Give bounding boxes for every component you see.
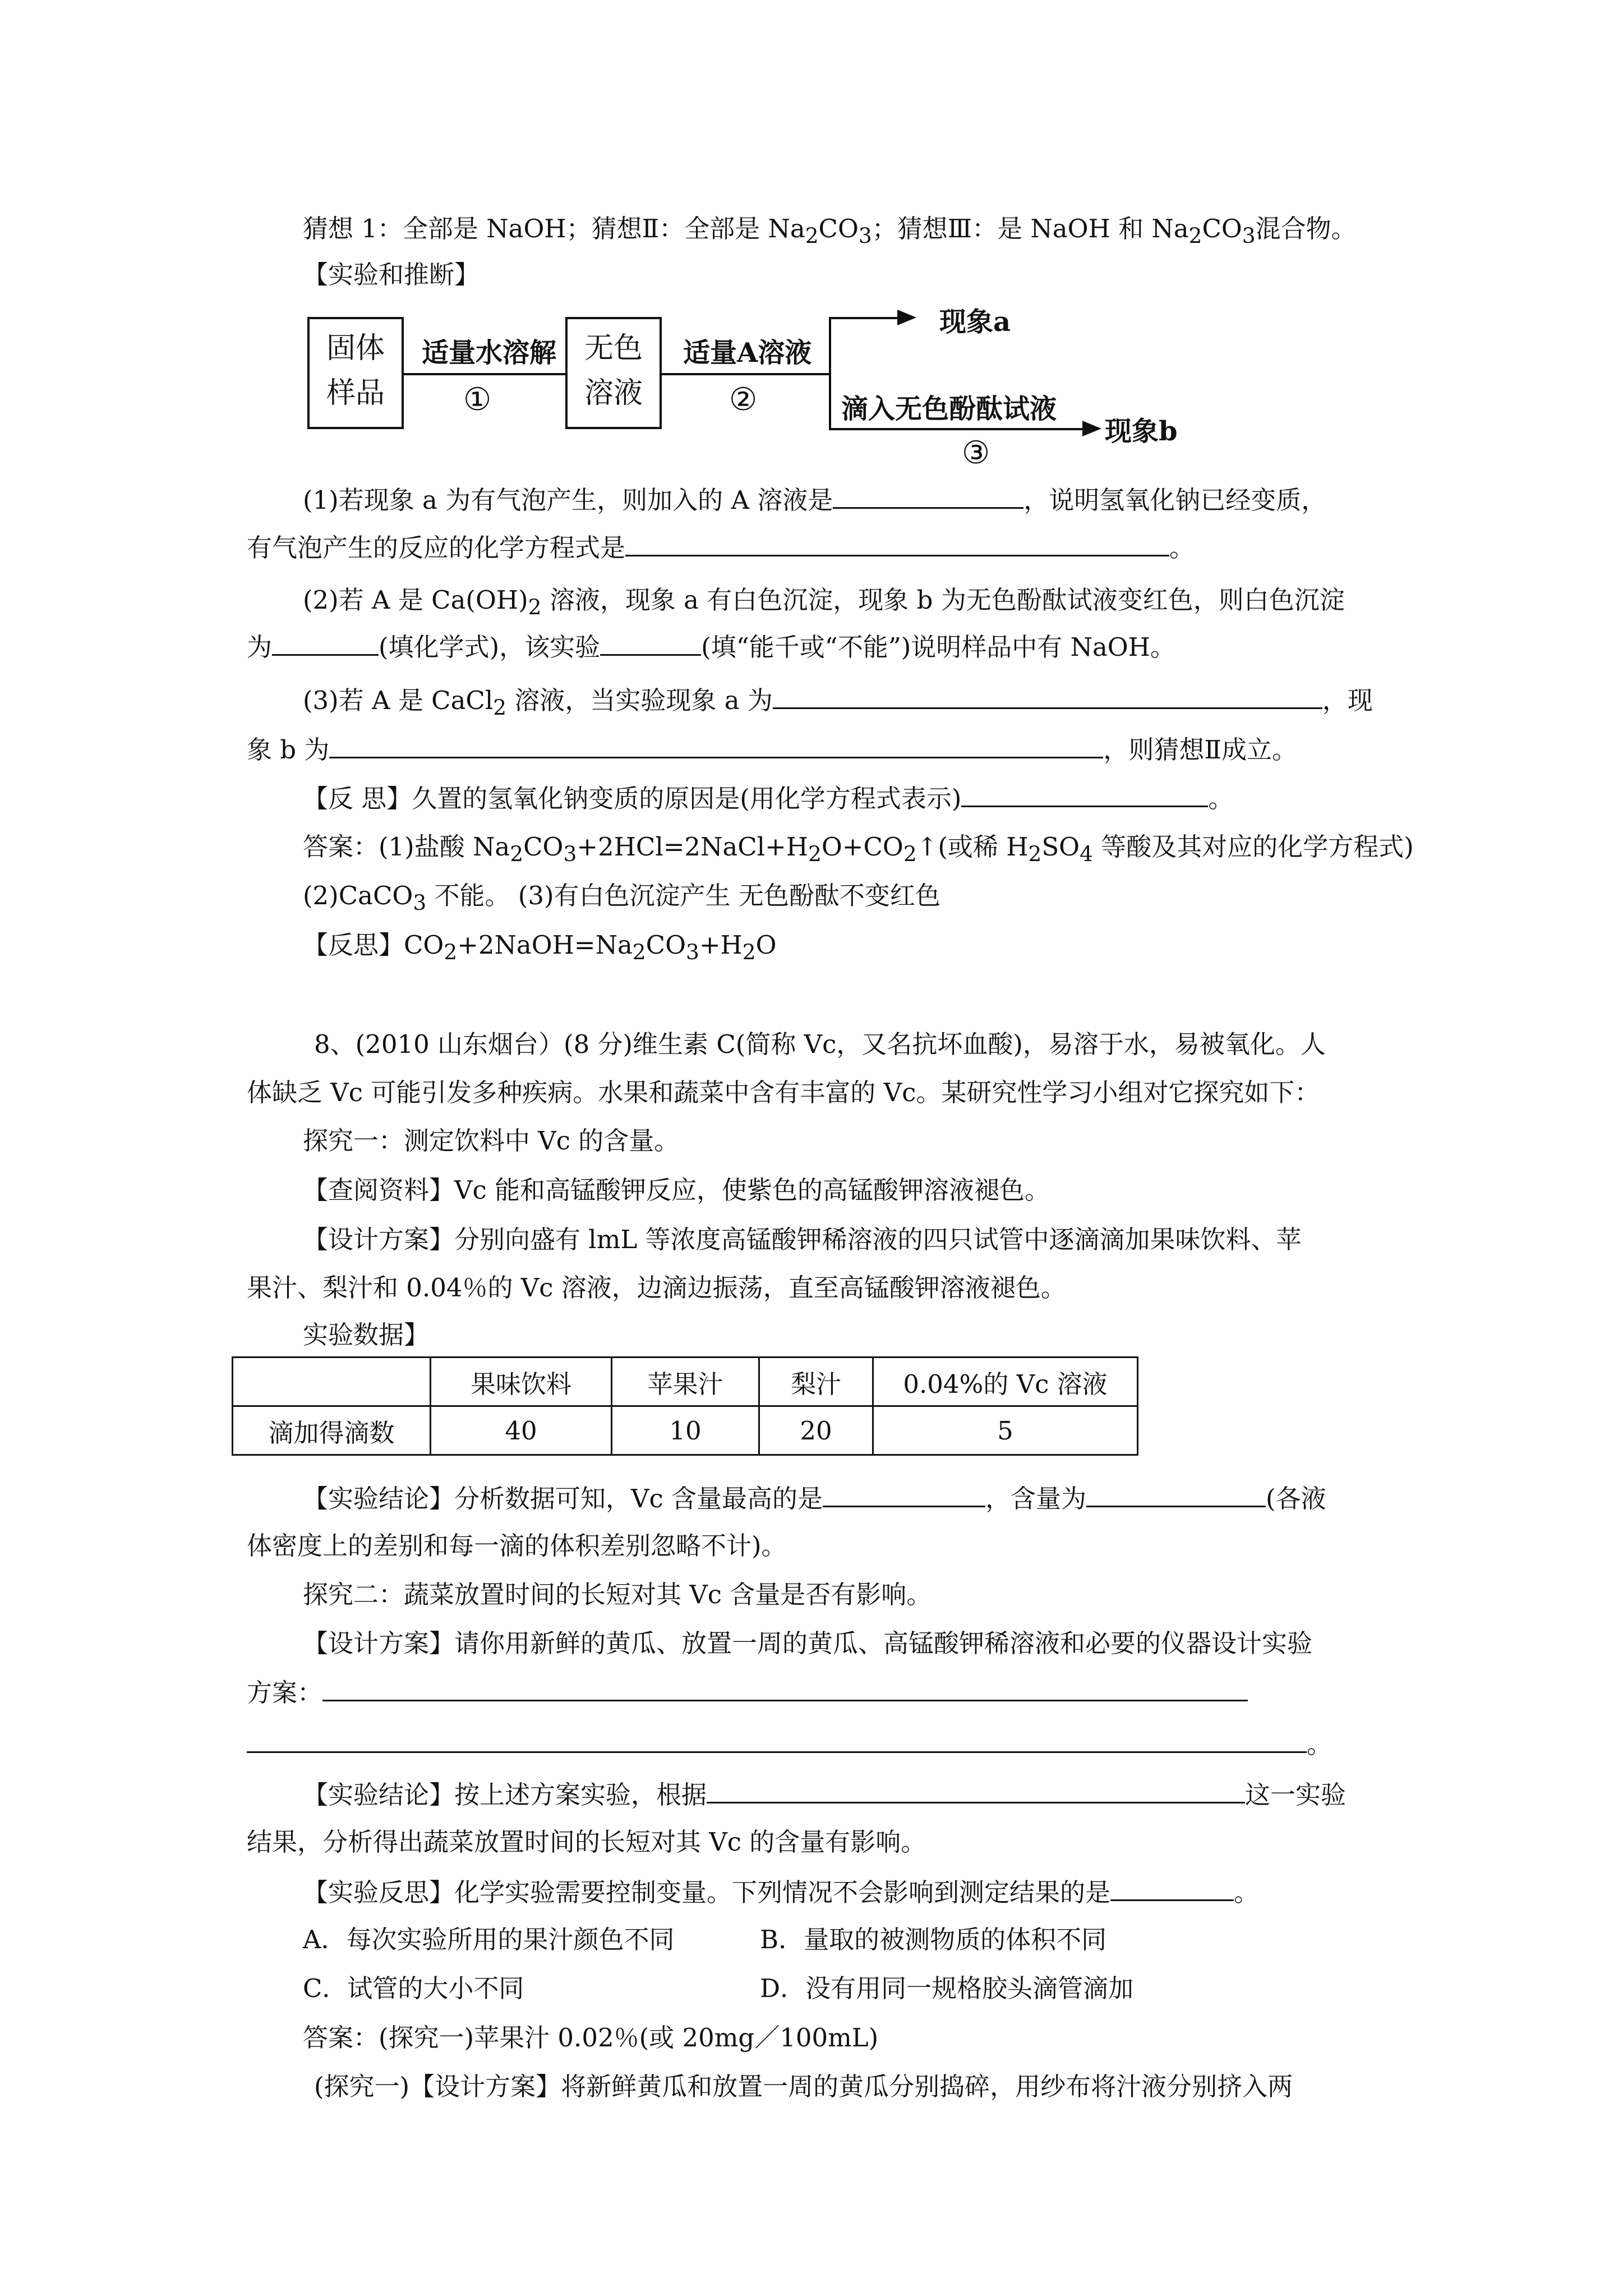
answer-blank[interactable] bbox=[625, 530, 1169, 556]
table-cell: 20 bbox=[759, 1406, 873, 1455]
text: CO bbox=[818, 214, 859, 243]
step3-label: 滴入无色酚酞试液 bbox=[841, 393, 1057, 425]
answer-blank[interactable] bbox=[823, 1481, 985, 1507]
text: 。 bbox=[1169, 533, 1195, 563]
q1-line1 bbox=[303, 482, 1326, 517]
text: 。 bbox=[1307, 1729, 1332, 1759]
arrow-line bbox=[404, 373, 565, 375]
subscript: 2 bbox=[903, 841, 917, 866]
text: 【反思】CO bbox=[303, 930, 444, 960]
answer-blank[interactable] bbox=[961, 781, 1208, 807]
result-a: 现象a bbox=[939, 306, 1011, 338]
text: SO bbox=[1041, 832, 1080, 862]
text: 不能。 (3)有白色沉淀产生 无色酚酞不变红色 bbox=[426, 881, 940, 910]
step2-label: 适量A溶液 bbox=[683, 337, 812, 369]
q8-line2: 体缺乏 Vc 可能引发多种疾病。水果和蔬菜中含有丰富的 Vc。某研究性学习小组对它探究如下： bbox=[247, 1078, 1320, 1107]
text: 混合物。 bbox=[1255, 214, 1357, 243]
text: 【实验结论】分析数据可知，Vc 含量最高的是 bbox=[303, 1484, 823, 1513]
conclusion-line1 bbox=[303, 1481, 1326, 1516]
q3-line1 bbox=[303, 683, 1373, 724]
subscript: 2 bbox=[808, 841, 822, 866]
subscript: 2 bbox=[510, 841, 524, 866]
text: ↑(或稀 H bbox=[916, 832, 1029, 862]
subscript: 3 bbox=[563, 841, 577, 866]
table-row-label: 滴加得滴数 bbox=[233, 1406, 431, 1455]
explore2-line: 探究二：蔬菜放置时间的长短对其 Vc 含量是否有影响。 bbox=[303, 1580, 932, 1609]
step1-label: 适量水溶解 bbox=[422, 337, 557, 369]
text: (3)若 A 是 CaCl bbox=[303, 685, 494, 715]
table-header-cell bbox=[233, 1358, 431, 1406]
text: 溶液，当实验现象 a 为 bbox=[506, 685, 773, 715]
design-line1: 【设计方案】请你用新鲜的黄瓜、放置一周的黄瓜、高锰酸钾稀溶液和必要的仪器设计实验 bbox=[303, 1628, 1313, 1658]
option-b[interactable]: B．量取的被测物质的体积不同 bbox=[760, 1925, 1107, 1954]
subscript: 2 bbox=[444, 940, 458, 964]
step3-number: ③ bbox=[962, 435, 990, 471]
text: O bbox=[755, 930, 777, 960]
answer-blank[interactable] bbox=[600, 629, 701, 656]
text: 这一实验 bbox=[1245, 1780, 1347, 1810]
conclusion-line3 bbox=[303, 1777, 1346, 1812]
answer-line1 bbox=[303, 830, 1414, 871]
subscript: 2 bbox=[805, 223, 819, 248]
answer-blank[interactable] bbox=[322, 1675, 1248, 1701]
section-heading: 【实验和推断】 bbox=[303, 260, 480, 289]
option-a[interactable]: A．每次实验所用的果汁颜色不同 bbox=[303, 1925, 675, 1954]
subscript: 2 bbox=[742, 940, 756, 964]
text: 为 bbox=[247, 632, 273, 662]
arrow-line bbox=[662, 373, 830, 375]
text: CO bbox=[523, 832, 564, 862]
text: (2)CaCO bbox=[303, 881, 413, 910]
subscript: 3 bbox=[858, 223, 872, 248]
reflect-line bbox=[303, 781, 1233, 816]
subscript: 4 bbox=[1080, 841, 1093, 866]
conclusion-line4: 结果，分析得出蔬菜放置时间的长短对其 Vc 的含量有影响。 bbox=[247, 1827, 926, 1857]
answer-blank[interactable] bbox=[773, 683, 1322, 709]
text: 溶液，现象 a 有白色沉淀，现象 b 为无色酚酞试液变红色，则白色沉淀 bbox=[541, 585, 1345, 615]
arrow-head bbox=[1082, 421, 1101, 436]
result-b: 现象b bbox=[1105, 416, 1178, 447]
table-cell: 5 bbox=[873, 1406, 1138, 1455]
subscript: 3 bbox=[685, 940, 699, 964]
box-text: 溶液 bbox=[584, 376, 643, 410]
text: 方案： bbox=[247, 1678, 323, 1708]
text: +2NaOH=Na bbox=[457, 930, 633, 960]
text: 。 bbox=[1208, 784, 1234, 813]
q3-line2 bbox=[247, 732, 1297, 767]
q1-line2 bbox=[247, 530, 1195, 565]
answer-line2 bbox=[303, 879, 940, 919]
text: (填“能千或“不能”)说明样品中有 NaOH。 bbox=[701, 632, 1175, 662]
subscript: 2 bbox=[493, 695, 507, 720]
arrow-head bbox=[897, 310, 916, 325]
text: ，则猜想Ⅱ成立。 bbox=[1103, 735, 1298, 765]
text: CO bbox=[1202, 214, 1242, 243]
option-c[interactable]: C．试管的大小不同 bbox=[303, 1973, 524, 2003]
q8-line5: 【设计方案】分别向盛有 lmL 等浓度高锰酸钾稀溶液的四只试管中逐滴滴加果味饮料、苹 bbox=[303, 1225, 1302, 1254]
box-colorless-solution bbox=[565, 317, 662, 429]
table-header-cell: 苹果汁 bbox=[612, 1358, 759, 1406]
design-line2 bbox=[247, 1675, 1248, 1710]
table-header-cell: 梨汁 bbox=[759, 1358, 873, 1406]
q2-line1 bbox=[303, 583, 1345, 624]
text: ，含量为 bbox=[985, 1484, 1087, 1513]
answer-blank[interactable] bbox=[247, 1727, 1307, 1753]
text: (2)若 A 是 Ca(OH) bbox=[303, 585, 528, 615]
answer-blank[interactable] bbox=[1086, 1481, 1266, 1507]
box-text: 无色 bbox=[584, 332, 643, 365]
box-solid-sample bbox=[307, 317, 404, 429]
text: 象 b 为 bbox=[247, 735, 330, 765]
subscript: 2 bbox=[1188, 223, 1202, 248]
table-header-cell: 果味饮料 bbox=[431, 1358, 612, 1406]
table-cell: 40 bbox=[431, 1406, 612, 1455]
box-text: 固体 bbox=[326, 332, 385, 365]
box-text: 样品 bbox=[326, 376, 385, 410]
text: 【实验反思】化学实验需要控制变量。下列情况不会影响到测定结果的是 bbox=[303, 1878, 1111, 1907]
answer8-line2: (探究一)【设计方案】将新鲜黄瓜和放置一周的黄瓜分别捣碎，用纱布将汁液分别挤入两 bbox=[314, 2072, 1293, 2101]
hypothesis-line bbox=[303, 212, 1357, 252]
arrow-line bbox=[829, 317, 902, 319]
text: 等酸及其对应的化学方程式) bbox=[1092, 832, 1414, 862]
text: (1)若现象 a 为有气泡产生，则加入的 A 溶液是 bbox=[303, 485, 833, 515]
text: 【反 思】久置的氢氧化钠变质的原因是(用化学方程式表示) bbox=[303, 784, 962, 813]
table-cell: 10 bbox=[612, 1406, 759, 1455]
reflect2-line bbox=[303, 1875, 1259, 1910]
answer-blank[interactable] bbox=[272, 629, 379, 656]
q8-line6: 果汁、梨汁和 0.04％的 Vc 溶液，边滴边振荡，直至高锰酸钾溶液褪色。 bbox=[247, 1273, 1066, 1303]
text: 猜想 1：全部是 NaOH；猜想Ⅱ：全部是 Na bbox=[303, 214, 805, 243]
table-header-cell: 0.04%的 Vc 溶液 bbox=[873, 1358, 1138, 1406]
text: +2HCl=2NaCl+H bbox=[577, 832, 809, 862]
answer-line3 bbox=[303, 928, 777, 969]
option-d[interactable]: D．没有用同一规格胶头滴管滴加 bbox=[760, 1973, 1134, 2003]
text: ，说明氢氧化钠已经变质， bbox=[1023, 485, 1327, 515]
step1-number: ① bbox=[463, 381, 492, 418]
text: 有气泡产生的反应的化学方程式是 bbox=[247, 533, 626, 563]
q8-line4: 【查阅资料】Vc 能和高锰酸钾反应，使紫色的高锰酸钾溶液褪色。 bbox=[303, 1175, 1050, 1205]
text: 。 bbox=[1234, 1878, 1260, 1907]
design-line3 bbox=[247, 1727, 1332, 1761]
subscript: 2 bbox=[1028, 841, 1042, 866]
subscript: 2 bbox=[632, 940, 646, 964]
text: O+CO bbox=[821, 832, 903, 862]
text: +H bbox=[699, 930, 743, 960]
text: 【实验结论】按上述方案实验，根据 bbox=[303, 1780, 707, 1810]
table-header-row bbox=[233, 1358, 1138, 1406]
data-table bbox=[232, 1356, 1138, 1456]
q2-line2 bbox=[247, 629, 1175, 664]
subscript: 2 bbox=[528, 595, 542, 619]
text: CO bbox=[645, 930, 686, 960]
subscript: 3 bbox=[413, 890, 427, 915]
text: (填化学式)，该实验 bbox=[379, 632, 601, 662]
answer-blank[interactable] bbox=[329, 732, 1103, 758]
q8-line1: 8、(2010 山东烟台）(8 分)维生素 C(简称 Vc，又名抗坏血酸)，易溶于水，易被氧化。人 bbox=[314, 1029, 1326, 1059]
text: 答案：(1)盐酸 Na bbox=[303, 832, 510, 862]
q8-line3: 探究一：测定饮料中 Vc 的含量。 bbox=[303, 1126, 680, 1156]
step2-number: ② bbox=[729, 381, 758, 418]
table-row bbox=[233, 1406, 1138, 1455]
subscript: 3 bbox=[1242, 223, 1256, 248]
answer8-line1: 答案：(探究一)苹果汁 0.02％(或 20mg／100mL) bbox=[303, 2023, 879, 2053]
answer-blank[interactable] bbox=[707, 1777, 1245, 1803]
text: ；猜想Ⅲ：是 NaOH 和 Na bbox=[872, 214, 1189, 243]
answer-blank[interactable] bbox=[833, 482, 1023, 509]
answer-blank[interactable] bbox=[1110, 1875, 1234, 1901]
arrow-line bbox=[829, 428, 1087, 430]
text: (各液 bbox=[1266, 1484, 1326, 1513]
q8-line7: 实验数据】 bbox=[303, 1320, 430, 1350]
branch-line bbox=[829, 317, 831, 429]
conclusion-line2: 体密度上的差别和每一滴的体积差别忽略不计)。 bbox=[247, 1531, 787, 1561]
text: ，现 bbox=[1322, 685, 1373, 715]
